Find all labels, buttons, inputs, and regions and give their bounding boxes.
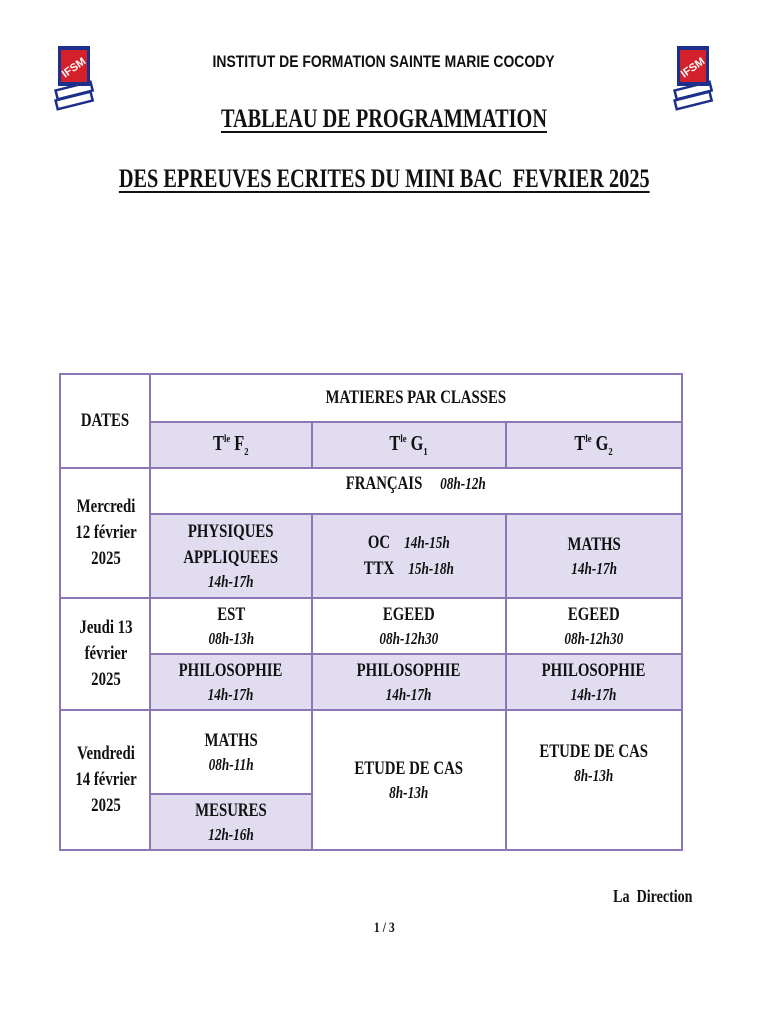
thu-g2-am-exam: EGEED 08h-12h30: [506, 598, 682, 654]
signature-direction: La Direction: [613, 886, 693, 906]
fri-f2-am-exam: MATHS 08h-11h: [150, 710, 312, 794]
day-friday: Vendredi 14 février 2025: [60, 710, 150, 850]
logo-text: IFSM: [678, 55, 708, 81]
day-wednesday: Mercredi 12 février 2025: [60, 468, 150, 598]
wed-common-exam: FRANÇAIS 08h-12h: [150, 468, 682, 514]
page-number: 1 / 3: [373, 920, 395, 936]
page-title: TABLEAU DE PROGRAMMATION: [221, 104, 547, 133]
page-subtitle: DES EPREUVES ECRITES DU MINI BAC FEVRIER 2025: [118, 164, 650, 193]
day-thursday: Jeudi 13 février 2025: [60, 598, 150, 710]
class-header-tle-g1: $T^{le}$ $G_1$: [312, 422, 506, 468]
thu-g2-pm-exam: PHILOSOPHIE 14h-17h: [506, 654, 682, 710]
wed-g1-exam: OC 14h-15h TTX 15h-18h: [312, 514, 506, 598]
fri-f2-pm-exam: MESURES 12h-16h: [150, 794, 312, 850]
thu-f2-am-exam: EST 08h-13h: [150, 598, 312, 654]
class-header-tle-g2: $T^{le}$ $G_2$: [506, 422, 682, 468]
class-header-tle-f2: $T^{le}$ $F_2$: [150, 422, 312, 468]
wed-g2-exam: MATHS 14h-17h: [506, 514, 682, 598]
fri-g1-exam: ETUDE DE CAS 8h-13h: [312, 710, 506, 850]
subjects-header: MATIERES PAR CLASSES: [150, 374, 682, 422]
exam-schedule-table: [59, 373, 683, 851]
thu-g1-am-exam: EGEED 08h-12h30: [312, 598, 506, 654]
thu-f2-pm-exam: PHILOSOPHIE 14h-17h: [150, 654, 312, 710]
dates-header: DATES: [60, 374, 150, 468]
fri-g2-exam: ETUDE DE CAS 8h-13h: [506, 710, 682, 850]
thu-g1-pm-exam: PHILOSOPHIE 14h-17h: [312, 654, 506, 710]
logo-text: IFSM: [59, 55, 89, 81]
wed-f2-exam: PHYSIQUES APPLIQUEES 14h-17h: [150, 514, 312, 598]
institute-name: INSTITUT DE FORMATION SAINTE MARIE COCODY: [212, 52, 556, 71]
